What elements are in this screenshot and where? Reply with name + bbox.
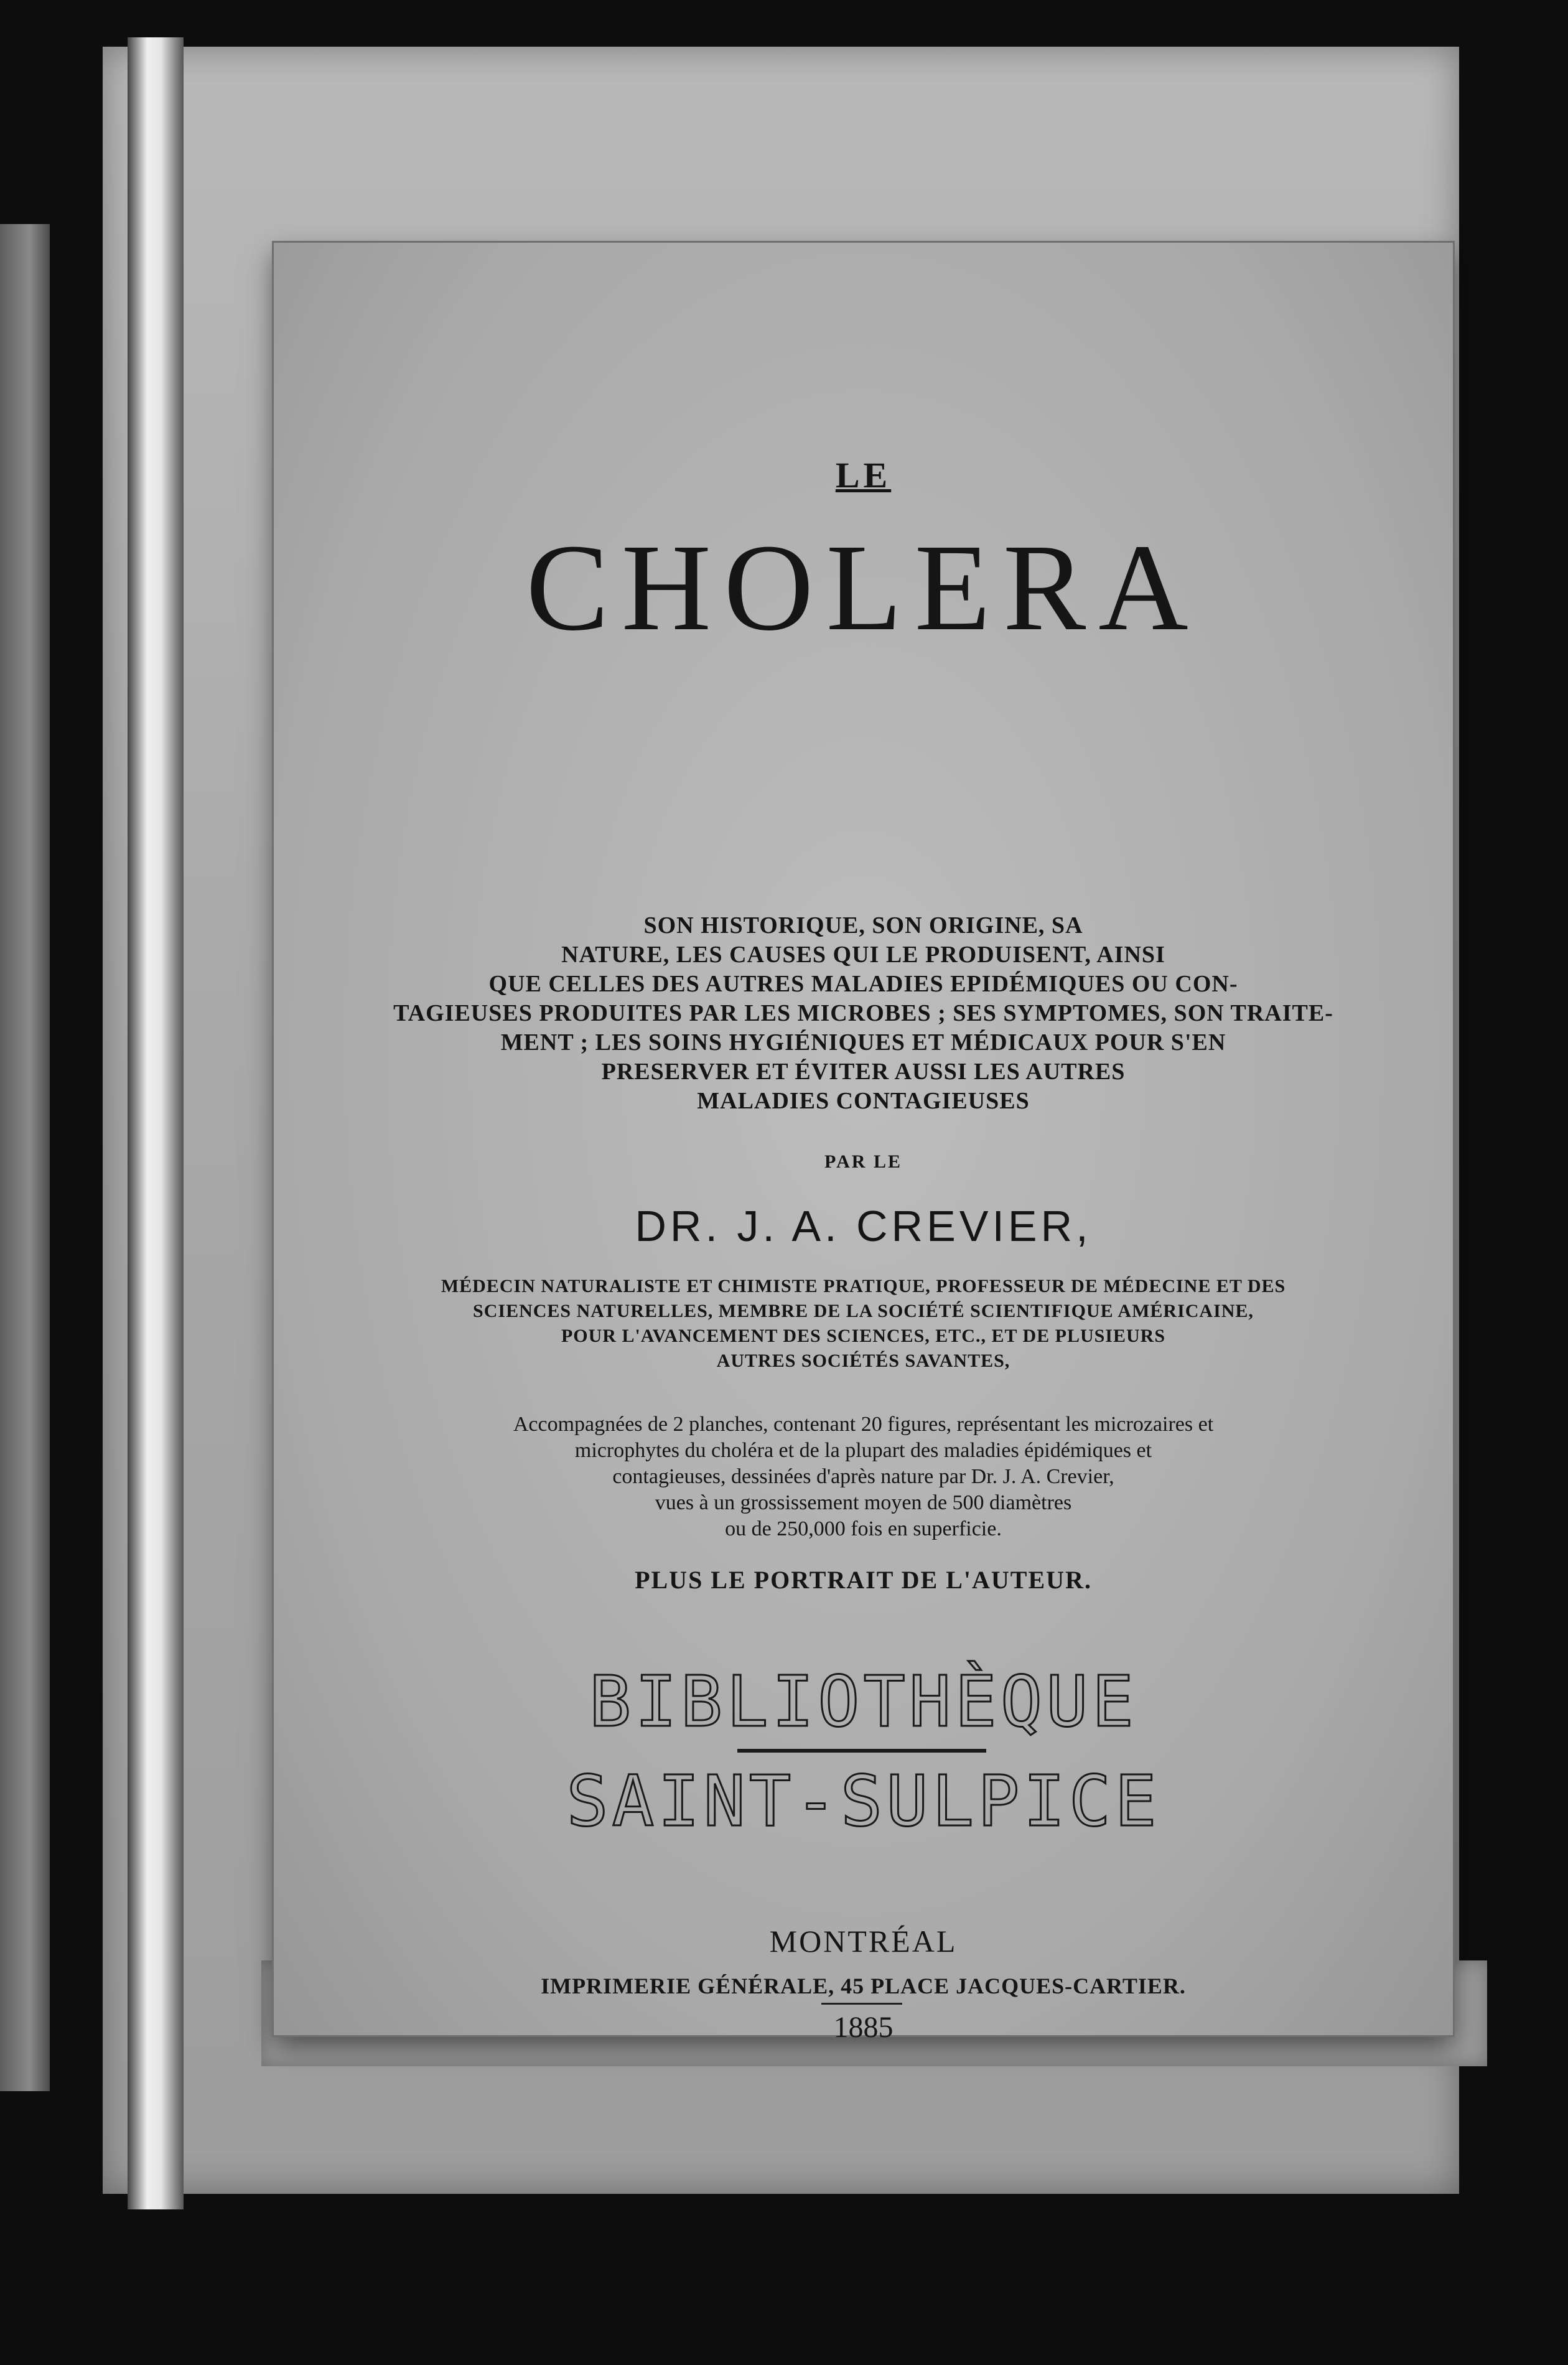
title-kicker: LE <box>835 455 892 495</box>
year-divider <box>821 2003 902 2005</box>
book-title: CHOLERA <box>526 519 1201 657</box>
credentials-line: POUR L'AVANCEMENT DES SCIENCES, ETC., ET DE PLUSIEURS <box>561 1326 1166 1346</box>
title-page <box>274 243 1453 2044</box>
folder-spine <box>128 37 184 2209</box>
accompaniment-line: Accompagnées de 2 planches, contenant 20 figures, représentant les microzaires et <box>513 1413 1214 1436</box>
accompaniment-line: ou de 250,000 fois en superficie. <box>725 1517 1002 1540</box>
accompaniment-line: vues à un grossissement moyen de 500 diamètres <box>655 1491 1072 1514</box>
printer-line: IMPRIMERIE GÉNÉRALE, 45 PLACE JACQUES-CARTIER. <box>541 1974 1186 1998</box>
subtitle-line: MENT ; LES SOINS HYGIÉNIQUES ET MÉDICAUX POUR S'EN <box>500 1029 1226 1056</box>
adjacent-page-edge <box>0 224 50 2091</box>
subtitle-line: MALADIES CONTAGIEUSES <box>697 1088 1030 1114</box>
library-stamp-line: SAINT-SULPICE <box>566 1761 1160 1842</box>
subtitle-line: QUE CELLES DES AUTRES MALADIES EPIDÉMIQUES OU CON- <box>488 971 1238 997</box>
author-name: DR. J. A. CREVIER, <box>635 1202 1092 1250</box>
library-stamp-line: BIBLIOTHÈQUE <box>589 1662 1138 1743</box>
subtitle-line: PRESERVER ET ÉVITER AUSSI LES AUTRES <box>601 1059 1126 1085</box>
stamp-divider <box>737 1749 986 1753</box>
accompaniment-line: microphytes du choléra et de la plupart des maladies épidémiques et <box>574 1439 1152 1462</box>
subtitle-line: TAGIEUSES PRODUITES PAR LES MICROBES ; SES SYMPTOMES, SON TRAITE- <box>393 1000 1333 1026</box>
accompaniment-line: contagieuses, dessinées d'après nature par Dr. J. A. Crevier, <box>612 1465 1114 1488</box>
publication-year: 1885 <box>833 2011 894 2044</box>
subtitle-line: SON HISTORIQUE, SON ORIGINE, SA <box>643 912 1083 939</box>
by-line: PAR LE <box>824 1151 902 1172</box>
credentials-line: MÉDECIN NATURALISTE ET CHIMISTE PRATIQUE, PROFESSEUR DE MÉDECINE ET DES <box>441 1276 1286 1296</box>
portrait-note: PLUS LE PORTRAIT DE L'AUTEUR. <box>635 1566 1092 1594</box>
subtitle-line: NATURE, LES CAUSES QUI LE PRODUISENT, AINSI <box>561 942 1165 968</box>
credentials-line: SCIENCES NATURELLES, MEMBRE DE LA SOCIÉTÉ SCIENTIFIQUE AMÉRICAINE, <box>473 1301 1254 1321</box>
credentials-line: AUTRES SOCIÉTÉS SAVANTES, <box>716 1351 1010 1371</box>
publication-city: MONTRÉAL <box>769 1924 958 1959</box>
